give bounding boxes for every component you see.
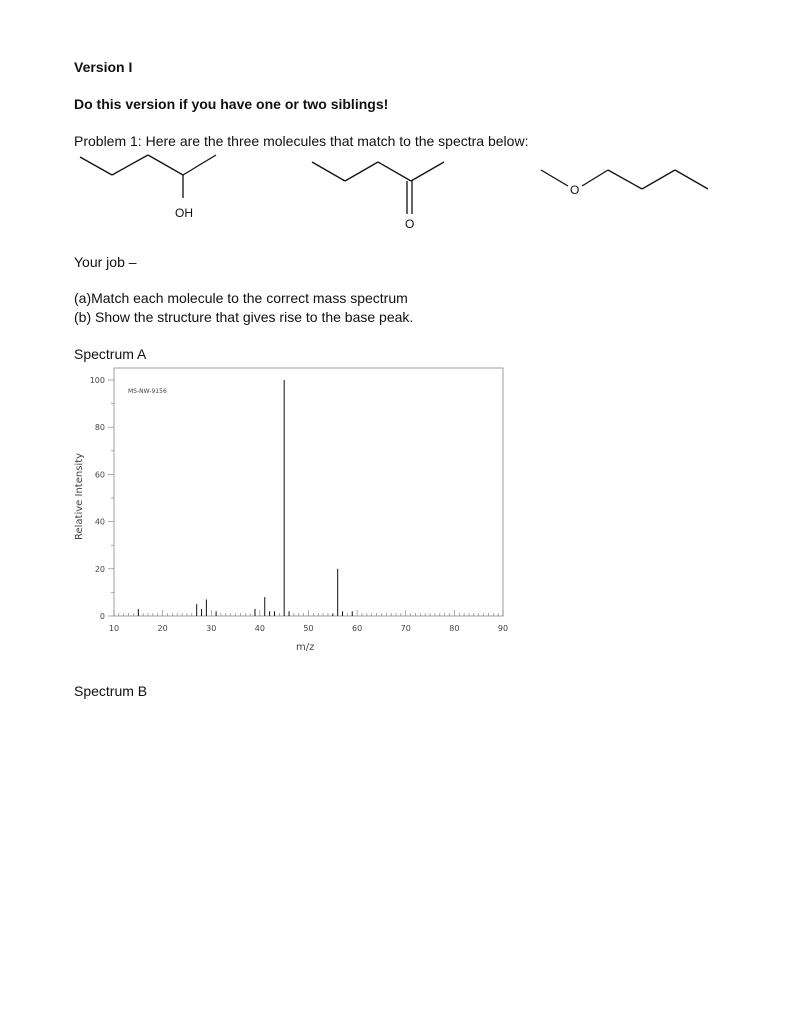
- x-tick-label: 70: [400, 624, 411, 633]
- y-tick-label: 40: [94, 517, 105, 527]
- y-tick-label: 0: [99, 612, 105, 621]
- x-tick-label: 10: [108, 624, 120, 633]
- chart-annotation: MS-NW-9156: [128, 388, 167, 395]
- plot-frame: [114, 368, 503, 616]
- instruction-text: Do this version if you have one or two siblings!: [74, 96, 389, 112]
- x-tick-label: 80: [449, 624, 460, 633]
- hydroxyl-label: OH: [175, 206, 193, 220]
- y-tick-label: 20: [94, 564, 105, 574]
- y-tick-label: 60: [94, 470, 105, 480]
- y-axis-label: Relative Intensity: [74, 452, 85, 540]
- x-tick-label: 20: [157, 624, 168, 633]
- x-tick-label: 50: [303, 624, 314, 633]
- version-heading: Version I: [74, 59, 133, 75]
- x-tick-label: 30: [206, 624, 217, 633]
- spectrum-b-label: Spectrum B: [74, 683, 148, 699]
- y-tick-label: 100: [89, 376, 105, 385]
- ether-oxygen-label: O: [570, 183, 580, 197]
- problem-text: Problem 1: Here are the three molecules that match to the spectra below:: [74, 133, 529, 149]
- y-tick-label: 80: [94, 423, 105, 433]
- carbonyl-label: O: [405, 217, 415, 231]
- task-a-text: (a)Match each molecule to the correct mass spectrum: [74, 290, 408, 306]
- x-axis-label: m/z: [296, 642, 315, 653]
- task-b-text: (b) Show the structure that gives rise to the base peak.: [74, 309, 414, 325]
- x-tick-label: 40: [254, 624, 265, 633]
- job-text: Your job –: [74, 254, 137, 270]
- x-tick-label: 90: [497, 624, 509, 633]
- spectrum-a-label: Spectrum A: [74, 346, 147, 362]
- x-tick-label: 60: [352, 624, 363, 633]
